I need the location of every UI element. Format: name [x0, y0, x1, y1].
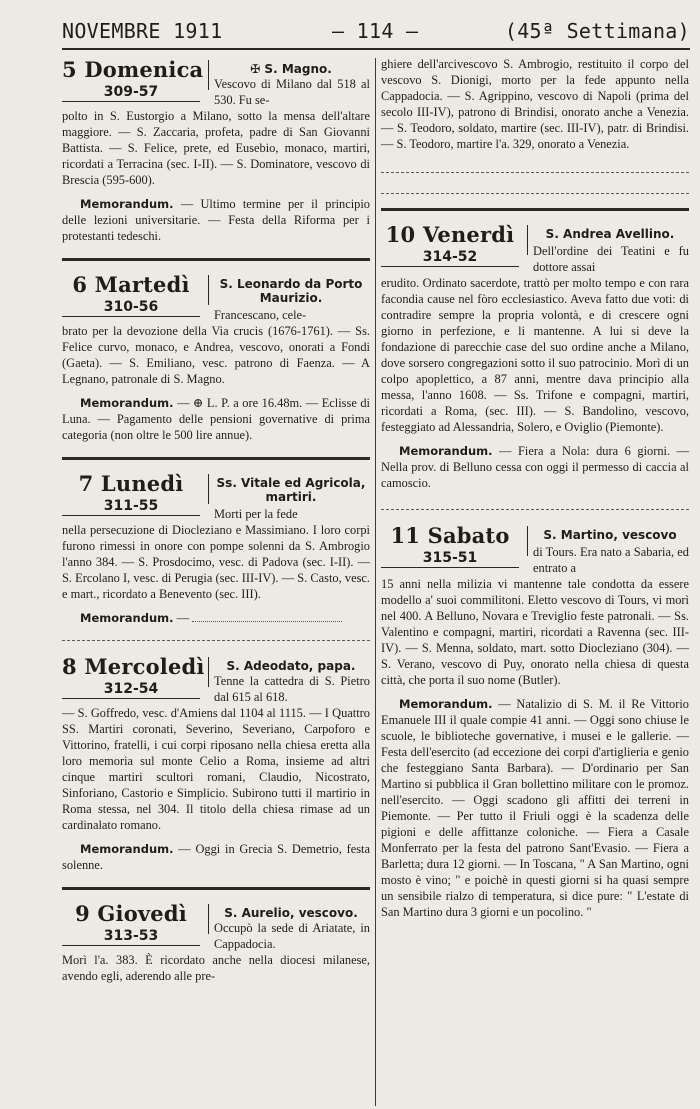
page-header [62, 14, 690, 50]
day-body: polto in S. Eustorgio a Milano, sotto la mensa dell'altare maggiore. — S. Zaccaria, profeta, padre di San Giovanni Battista. — S. Felice, prete, ed Eusebio, monaco, martiri, ricordati a Terracina (sec. I-II). — S. Dominatore, vescovo di Brescia (595-600). [62, 109, 370, 187]
day-entry-6 [62, 271, 370, 443]
header-week: (45ª Settimana) [504, 19, 690, 43]
day-lead: Tenne la cattedra di S. Pietro dal 615 al 618. [214, 674, 370, 704]
day-number: 313-53 [62, 928, 200, 946]
day-entry-7 [62, 470, 370, 626]
day-text [381, 243, 689, 435]
memorandum-text: — Ultimo termine per il principio delle lezioni universitarie. — Festa della Riforma per i protestanti tedeschi. [62, 197, 370, 243]
saint-name: ✠ S. Magno. [250, 62, 332, 76]
day-number: 311-55 [62, 498, 200, 516]
header-separator [208, 275, 209, 305]
day-entry-5 [62, 56, 370, 244]
day-entry-9 [62, 900, 370, 984]
day-number: 314-52 [381, 249, 519, 267]
day-header [62, 56, 370, 104]
day-name: 9 Giovedì [75, 901, 187, 926]
day-text [62, 506, 370, 602]
day-lead: Francescano, cele- [214, 308, 307, 322]
day-entry-11 [381, 522, 689, 920]
day-entry-8 [62, 653, 370, 873]
saint-name: S. Andrea Avellino. [545, 227, 675, 241]
section-rule-dotted [381, 193, 689, 194]
section-rule-dotted [381, 509, 689, 510]
memorandum [381, 696, 689, 920]
day-body: nella persecuzione di Diocleziano e Massimiano. I loro corpi furono rimessi in onore con pompe solenni da S. Ambrogio l'anno 384. — S. Prosdocimo, vesc. di Padova (sec. I-II). — S. Ercolano I, vesc. di Perugia (sec. III-IV). — S. Casto, vesc. e mart., ricordato a Benevento (sec. III). [62, 523, 370, 601]
day-number: 315-51 [381, 550, 519, 568]
header-separator [208, 474, 209, 504]
memo-blank-dots [192, 616, 342, 622]
header-page-number: — 114 — [332, 19, 419, 43]
memorandum [62, 841, 370, 873]
saint-name: Ss. Vitale ed Agricola, martiri. [216, 476, 366, 504]
day-lead: Dell'ordine dei Teatini e fu dottore assai [533, 244, 689, 274]
day-number: 310-56 [62, 299, 200, 317]
header-separator [208, 657, 209, 687]
memorandum-label: Memorandum. [80, 396, 174, 410]
saint-name: S. Martino, vescovo [543, 528, 677, 542]
memorandum-text: — Oggi in Grecia S. Demetrio, festa solenne. [62, 842, 370, 872]
continuation-text: ghiere dell'arcivescovo S. Ambrogio, restituito il corpo del vescovo S. Dionigi, morto per la fede appunto nella Cappadocia. — S. Agrippino, vescovo di Napoli (prima del secolo III-IV), patrono di Brindisi, onorato anche a Venezia. — S. Teodoro, soldato, martire (sec. III-IV), patr. di Brindisi. — S. Teodoro, martire l'a. 329, onorato a Venezia. [381, 57, 689, 151]
memorandum-label: Memorandum. [80, 611, 174, 625]
memorandum-text: — [176, 611, 190, 625]
day-text [62, 307, 370, 387]
section-rule [381, 208, 689, 211]
day-header [62, 271, 370, 319]
memorandum [62, 395, 370, 443]
memorandum-label: Memorandum. [80, 842, 174, 856]
day-lead: Vescovo di Milano dal 518 al 530. Fu se- [214, 77, 370, 107]
section-rule [62, 887, 370, 890]
day-name: 5 Domenica [62, 57, 204, 82]
memorandum-text: — Natalizio di S. M. il Re Vittorio Emanuele III il quale compie 41 anni. — Oggi sono chiuse le scuole, le biblioteche governative, i musei e le gallerie. — Festa dell'esercito (ad eccezione dei corpi d'artiglieria e genio che festeggiano Santa Barbara). — D'ordinario per San Martino si pubblica il Gran bollettino militare con le promoz. nell'esercito. — Oggi scadono gli affitti dei terreni in Piemonte. — Per tutto il Friuli oggi è la scadenza delle pigioni e delle affittanze coloniche. — Fiera a Casale Monferrato per la festa del patrono Sant'Evasio. — Fiera a Barletta; dura 12 giorni. — In Toscana, " A San Martino, ogni mosto è vino; " e poichè in questi giorni si ha quasi sempre un sensibile rialzo di temperatura, si dice pure: " L'estate di San Martino dura 3 giorni e un pocolino. " [381, 697, 689, 919]
day-header [381, 522, 689, 570]
day-header [62, 900, 370, 948]
day-lead: Occupò la sede di Ariatate, in Cappadocia. [214, 921, 370, 951]
day-entry-10 [381, 221, 689, 491]
day-number: 309-57 [62, 84, 200, 102]
left-column [62, 56, 370, 984]
memorandum [62, 196, 370, 244]
memorandum-text: — ⊕ L. P. a ore 16.48m. — Eclisse di Luna. — Pagamento delle pensioni governative di prima categoria (non oltre le 500 lire annue). [62, 396, 370, 442]
saint-name: S. Aurelio, vescovo. [224, 906, 358, 920]
day-lead: Morti per la fede [214, 507, 298, 521]
header-separator [208, 904, 209, 934]
header-separator [527, 526, 528, 556]
memorandum-label: Memorandum. [399, 444, 493, 458]
header-separator [208, 60, 209, 90]
day-body: erudito. Ordinato sacerdote, trattò per molto tempo e con rara facondia cause nel fòro ecclesiastico. Aveva fatto due voti: di contradire sempre la propria volontà, e di crescere ogni giorno in perfezione, e li mantenne. A lui si deve la fondazione di parecchie case del suo ordine anche a Milano, dove sorsero congregazioni sotto il suo patrocinio. Morì di un colpo apoplettico, a 87 anni, mentre dava principio alla messa, l'anno 1608. — Ss. Trifone e compagni, martiri, ricordati a Roma, (sec. III). — S. Bandolino, vescovo, festeggiato ad Alessandria, Solero, e Oviglio (Piemonte). [381, 276, 689, 434]
day-header [62, 653, 370, 701]
saint-name: S. Adeodato, papa. [226, 659, 356, 673]
saint-name: S. Leonardo da Porto Maurizio. [219, 277, 363, 305]
day-lead: di Tours. Era nato a Sabaria, ed entrato a [533, 545, 689, 575]
day-name: 11 Sabato [390, 523, 510, 548]
header-separator [527, 225, 528, 255]
day-header [381, 221, 689, 269]
day-header [62, 470, 370, 518]
day-name: 10 Venerdì [385, 222, 515, 247]
day-number: 312-54 [62, 681, 200, 699]
memorandum-label: Memorandum. [80, 197, 174, 211]
section-rule [62, 457, 370, 460]
section-rule [62, 258, 370, 261]
day-body: Morì l'a. 383. È ricordato anche nella diocesi milanese, avendo egli, aderendo alle pre- [62, 953, 370, 983]
memorandum-text: — Fiera a Nola: dura 6 giorni. — Nella prov. di Belluno cessa con oggi il permesso di caccia al camoscio. [381, 444, 689, 490]
header-month: NOVEMBRE 1911 [62, 19, 223, 43]
day-name: 8 Mercoledì [62, 654, 205, 679]
column-divider [375, 58, 376, 1106]
day-body: brato per la devozione della Via crucis (1676-1761). — Ss. Felice curvo, monaco, e Andrea, vescovo, onorati a Fondi (Gaeta). — S. Emiliano, vesc. patrono di Faenza. — A Legnano, patronale di S. Magno. [62, 324, 370, 386]
section-rule-dotted [381, 172, 689, 173]
day-name: 7 Lunedì [78, 471, 184, 496]
right-column [381, 56, 689, 920]
day-body: 15 anni nella milizia vi mantenne tale condotta da essere modello a' suoi commilitoni. Eletto vescovo di Tours, vi morì nel 400. A Belluno, Novara e Treviglio feste patronali. — Ss. Valentino e compagni, martiri, ricordati a Ravenna (sec. III-IV). — S. Menna, soldato, mart. sotto Diocleziano (304). — S. Verano, vescovo di Puy, onorato nella chiesa di questa città, che porta il suo nome (Butler). [381, 577, 689, 687]
day-name: 6 Martedì [72, 272, 190, 297]
memorandum [62, 610, 370, 626]
memorandum-label: Memorandum. [399, 697, 493, 711]
memorandum [381, 443, 689, 491]
day-body: — S. Goffredo, vesc. d'Amiens dal 1104 al 1115. — I Quattro SS. Martiri coronati, Severino, Severiano, Carpoforo e Vittorino, fratelli, i cui corpi riposano nella chiesa eretta alla loro memoria sul monte Celio a Roma, insieme ad altri cinque martiri scultori romani, Claudio, Nicostrato, Sinforiano, Castorio e Simplicio. Subirono tutti il martirio in Roma stessa, nel 304. Il titolo della chiesa rimase ad un cardinalato romano. [62, 706, 370, 832]
section-rule-dotted [62, 640, 370, 641]
